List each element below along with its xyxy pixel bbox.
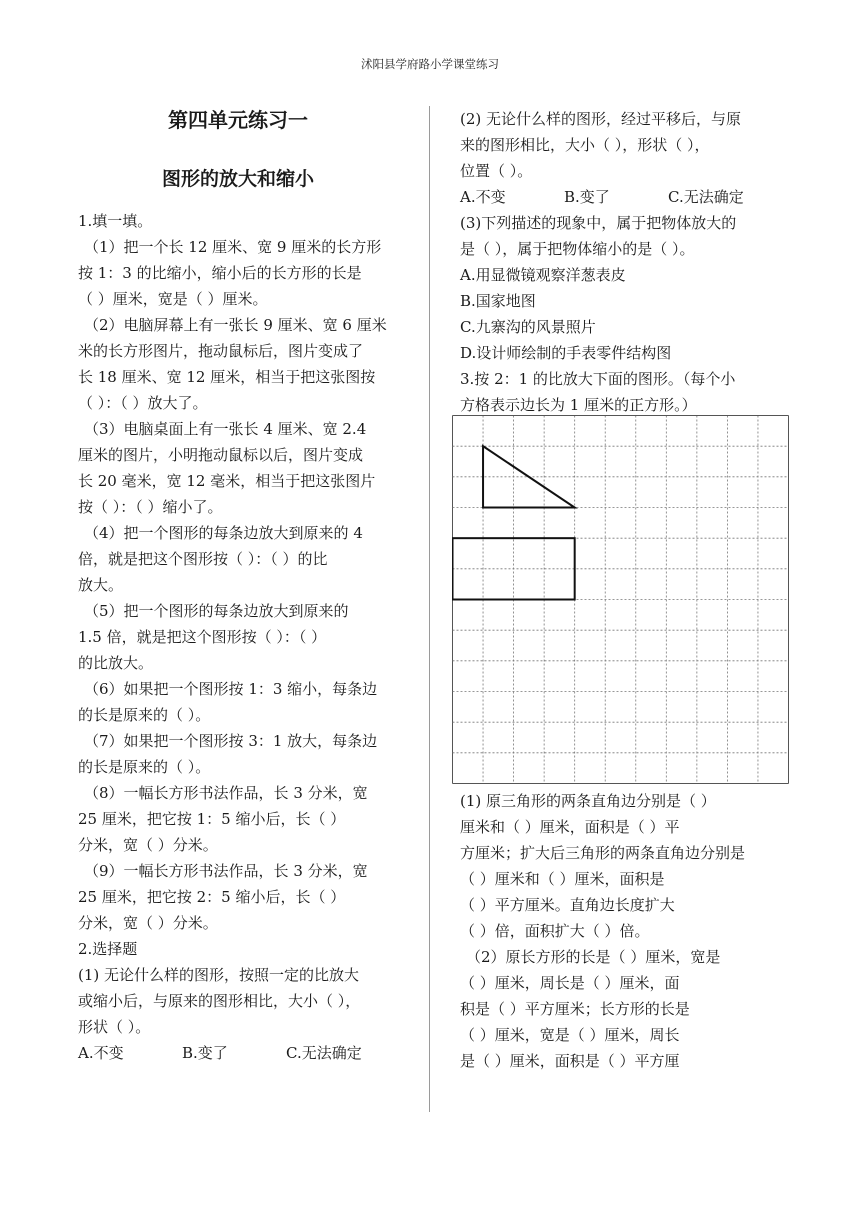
left-line: 厘米的图片，小明拖动鼠标以后，图片变成 — [78, 446, 364, 464]
left-line: 长 18 厘米、宽 12 厘米，相当于把这张图按 — [78, 368, 376, 386]
right-line: (2) 无论什么样的图形，经过平移后，与原 — [460, 110, 742, 128]
left-line: （8）一幅长方形书法作品，长 3 分米，宽 — [84, 784, 368, 802]
answer-line: 是（ ）厘米，面积是（ ）平方厘 — [460, 1052, 680, 1070]
answer-line: （ ）倍，面积扩大（ ）倍。 — [460, 922, 650, 940]
right-line: B.国家地图 — [460, 292, 536, 310]
column-divider — [429, 106, 430, 1112]
left-line: （2）电脑屏幕上有一张长 9 厘米、宽 6 厘米 — [84, 316, 387, 334]
left-line: （5）把一个图形的每条边放大到原来的 — [84, 602, 349, 620]
left-line: 或缩小后，与原来的图形相比，大小（ ）， — [78, 992, 361, 1010]
right-column — [460, 106, 786, 418]
left-line: 按（ ）：（ ）缩小了。 — [78, 498, 223, 516]
left-line: 25 厘米，把它按 1：5 缩小后，长（ ） — [78, 810, 346, 828]
left-line: （ ）：（ ）放大了。 — [78, 394, 208, 412]
left-line: 25 厘米，把它按 2：5 缩小后，长（ ） — [78, 888, 346, 906]
left-line: 1.5 倍，就是把这个图形按（ ）：（ ） — [78, 628, 327, 646]
answer-line: 积是（ ）平方厘米；长方形的长是 — [460, 1000, 690, 1018]
answer-line: （ ）厘米，宽是（ ）厘米，周长 — [460, 1026, 680, 1044]
left-line: 2.选择题 — [78, 940, 138, 958]
left-line: 的长是原来的（ ）。 — [78, 706, 211, 724]
left-column — [78, 208, 420, 1066]
option-a: A.不变 — [460, 188, 506, 206]
left-line: 1.填一填。 — [78, 212, 153, 230]
answer-line: （ ）厘米和（ ）厘米，面积是 — [460, 870, 665, 888]
right-column-questions — [460, 788, 786, 1074]
option-b: B.变了 — [564, 188, 610, 206]
right-line: 来的图形相比，大小（ ），形状（ ）， — [460, 136, 710, 154]
left-line: (1) 无论什么样的图形，按照一定的比放大 — [78, 966, 360, 984]
answer-line: （ ）平方厘米。直角边长度扩大 — [460, 896, 675, 914]
option-a: A.不变 — [78, 1044, 124, 1062]
page-header: 沭阳县学府路小学课堂练习 — [361, 57, 499, 71]
answer-line: 方厘米；扩大后三角形的两条直角边分别是 — [460, 844, 746, 862]
left-line: 倍，就是把这个图形按（ ）：（ ）的比 — [78, 550, 328, 568]
answer-line: (1) 原三角形的两条直角边分别是（ ） — [460, 792, 716, 810]
right-line: C.九寨沟的风景照片 — [460, 318, 596, 336]
option-c: C.无法确定 — [286, 1044, 362, 1062]
right-line: A.用显微镜观察洋葱表皮 — [460, 266, 626, 284]
left-line: 形状（ ）。 — [78, 1018, 151, 1036]
left-line: （1）把一个长 12 厘米、宽 9 厘米的长方形 — [84, 238, 382, 256]
right-line: 位置（ ）。 — [460, 162, 533, 180]
left-line: 分米，宽（ ）分米。 — [78, 914, 218, 932]
left-line: （7）如果把一个图形按 3：1 放大，每条边 — [84, 732, 378, 750]
left-line: 的长是原来的（ ）。 — [78, 758, 211, 776]
left-line: （ ）厘米，宽是（ ）厘米。 — [78, 290, 268, 308]
choice-options-1 — [78, 1040, 420, 1066]
left-line: （6）如果把一个图形按 1：3 缩小，每条边 — [84, 680, 378, 698]
left-line: （3）电脑桌面上有一张长 4 厘米、宽 2.4 — [84, 420, 367, 438]
right-line: D.设计师绘制的手表零件结构图 — [460, 344, 672, 362]
choice-options-2 — [460, 184, 786, 210]
right-line: 方格表示边长为 1 厘米的正方形。） — [460, 396, 697, 414]
right-line: (3)下列描述的现象中，属于把物体放大的 — [460, 214, 737, 232]
right-line: 3.按 2：1 的比放大下面的图形。（每个小 — [460, 370, 736, 388]
option-c: C.无法确定 — [668, 188, 744, 206]
left-line: 长 20 毫米，宽 12 毫米，相当于把这张图片 — [78, 472, 376, 490]
left-line: 分米，宽（ ）分米。 — [78, 836, 218, 854]
left-line: 的比放大。 — [78, 654, 154, 672]
answer-line: （2）原长方形的长是（ ）厘米，宽是 — [466, 948, 721, 966]
page-title: 第四单元练习一 — [168, 108, 308, 132]
drawing-grid — [452, 415, 789, 785]
answer-line: 厘米和（ ）厘米，面积是（ ）平 — [460, 818, 680, 836]
left-line: 按 1：3 的比缩小，缩小后的长方形的长是 — [78, 264, 362, 282]
right-line: 是（ ），属于把物体缩小的是（ ）。 — [460, 240, 695, 258]
left-line: 放大。 — [78, 576, 124, 594]
answer-line: （ ）厘米，周长是（ ）厘米，面 — [460, 974, 680, 992]
left-line: 米的长方形图片，拖动鼠标后，图片变成了 — [78, 342, 364, 360]
left-line: （4）把一个图形的每条边放大到原来的 4 — [84, 524, 363, 542]
page-subtitle: 图形的放大和缩小 — [161, 168, 314, 190]
grid-figure — [452, 415, 789, 785]
option-b: B.变了 — [182, 1044, 228, 1062]
left-line: （9）一幅长方形书法作品，长 3 分米，宽 — [84, 862, 368, 880]
